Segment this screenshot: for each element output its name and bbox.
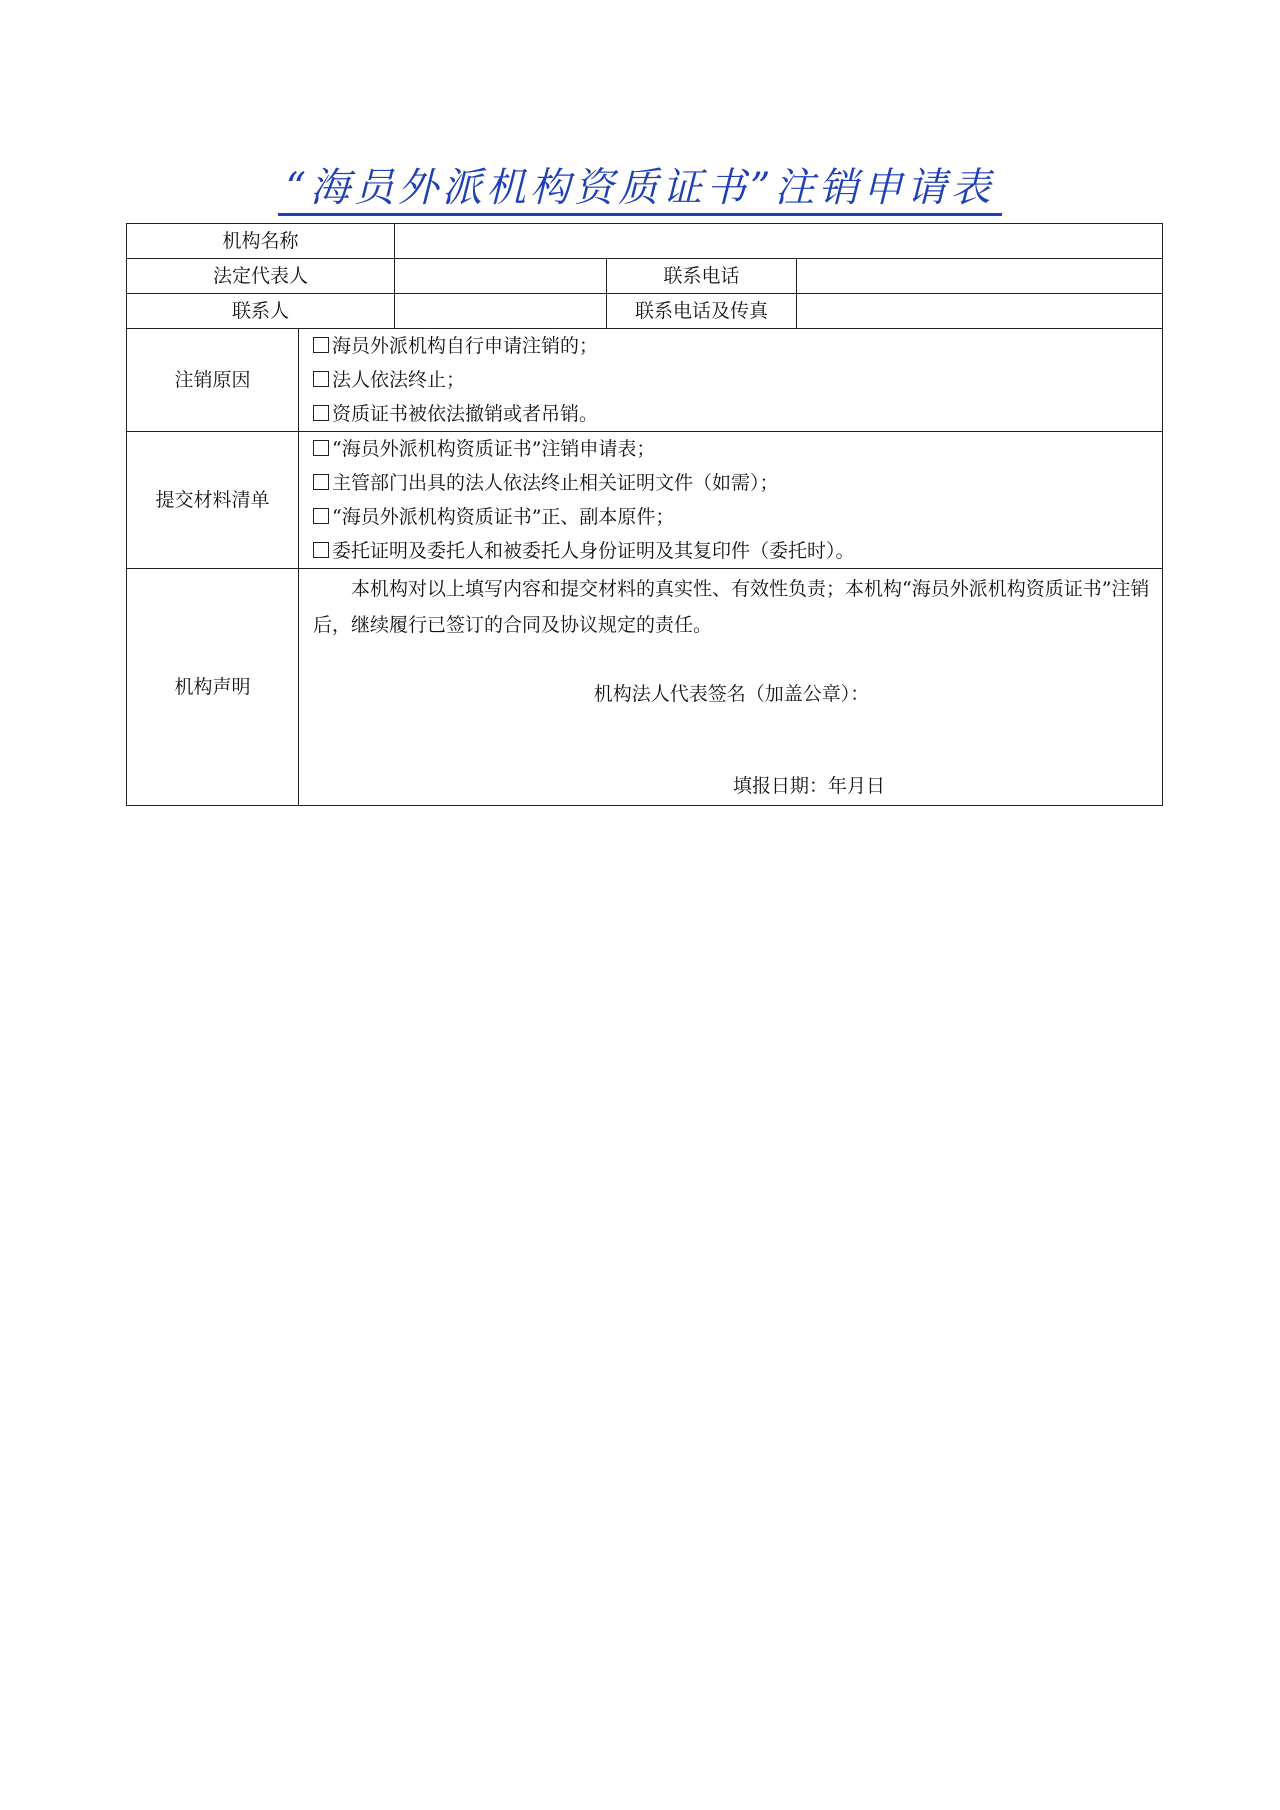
legal-rep-field[interactable] [395, 259, 607, 294]
fill-date[interactable]: 填报日期：年月日 [733, 775, 886, 797]
checkbox[interactable] [313, 371, 329, 387]
phone-label: 联系电话 [607, 259, 797, 294]
row-contact [127, 294, 1163, 329]
declaration-cell [299, 569, 1163, 806]
material-option[interactable] [313, 534, 1150, 568]
org-name-label: 机构名称 [127, 224, 395, 259]
reasons-label: 注销原因 [127, 329, 299, 432]
legal-rep-label: 法定代表人 [127, 259, 395, 294]
material-option[interactable] [313, 432, 1150, 466]
reason-option-label: 法人依法终止； [332, 369, 466, 391]
materials-options [299, 432, 1163, 569]
org-name-field[interactable] [395, 224, 1163, 259]
checkbox[interactable] [313, 337, 329, 353]
material-option[interactable] [313, 466, 1150, 500]
reasons-options [299, 329, 1163, 432]
checkbox[interactable] [313, 440, 329, 456]
material-option[interactable] [313, 500, 1150, 534]
materials-label: 提交材料清单 [127, 432, 299, 569]
declaration-text: 本机构对以上填写内容和提交材料的真实性、有效性负责；本机构“海员外派机构资质证书”注销后，继续履行已签订的合同及协议规定的责任。 [313, 578, 1150, 636]
page-title [0, 160, 1280, 216]
checkbox[interactable] [313, 405, 329, 421]
page-title-text: “海员外派机构资质证书”注销申请表 [278, 165, 1003, 216]
row-materials [127, 432, 1163, 569]
checkbox[interactable] [313, 474, 329, 490]
phone-fax-field[interactable] [797, 294, 1163, 329]
checkbox[interactable] [313, 542, 329, 558]
reason-option[interactable] [313, 363, 1150, 397]
phone-fax-label: 联系电话及传真 [607, 294, 797, 329]
material-option-label: 委托证明及委托人和被委托人身份证明及其复印件（委托时）。 [332, 540, 855, 562]
reason-option[interactable] [313, 397, 1150, 431]
reason-option-label: 海员外派机构自行申请注销的； [332, 335, 599, 357]
contact-label: 联系人 [127, 294, 395, 329]
material-option-label: 主管部门出具的法人依法终止相关证明文件（如需）； [332, 472, 779, 494]
row-declaration [127, 569, 1163, 806]
row-legal-rep [127, 259, 1163, 294]
material-option-label: “海员外派机构资质证书”注销申请表； [332, 438, 656, 460]
reason-option-label: 资质证书被依法撤销或者吊销。 [332, 403, 599, 425]
row-org-name [127, 224, 1163, 259]
checkbox[interactable] [313, 508, 329, 524]
contact-field[interactable] [395, 294, 607, 329]
application-form [126, 223, 1163, 806]
material-option-label: “海员外派机构资质证书”正、副本原件； [332, 506, 675, 528]
signature-line[interactable]: 机构法人代表签名（加盖公章）： [593, 683, 870, 705]
row-reasons [127, 329, 1163, 432]
phone-field[interactable] [797, 259, 1163, 294]
reason-option[interactable] [313, 329, 1150, 363]
declaration-label: 机构声明 [127, 569, 299, 806]
